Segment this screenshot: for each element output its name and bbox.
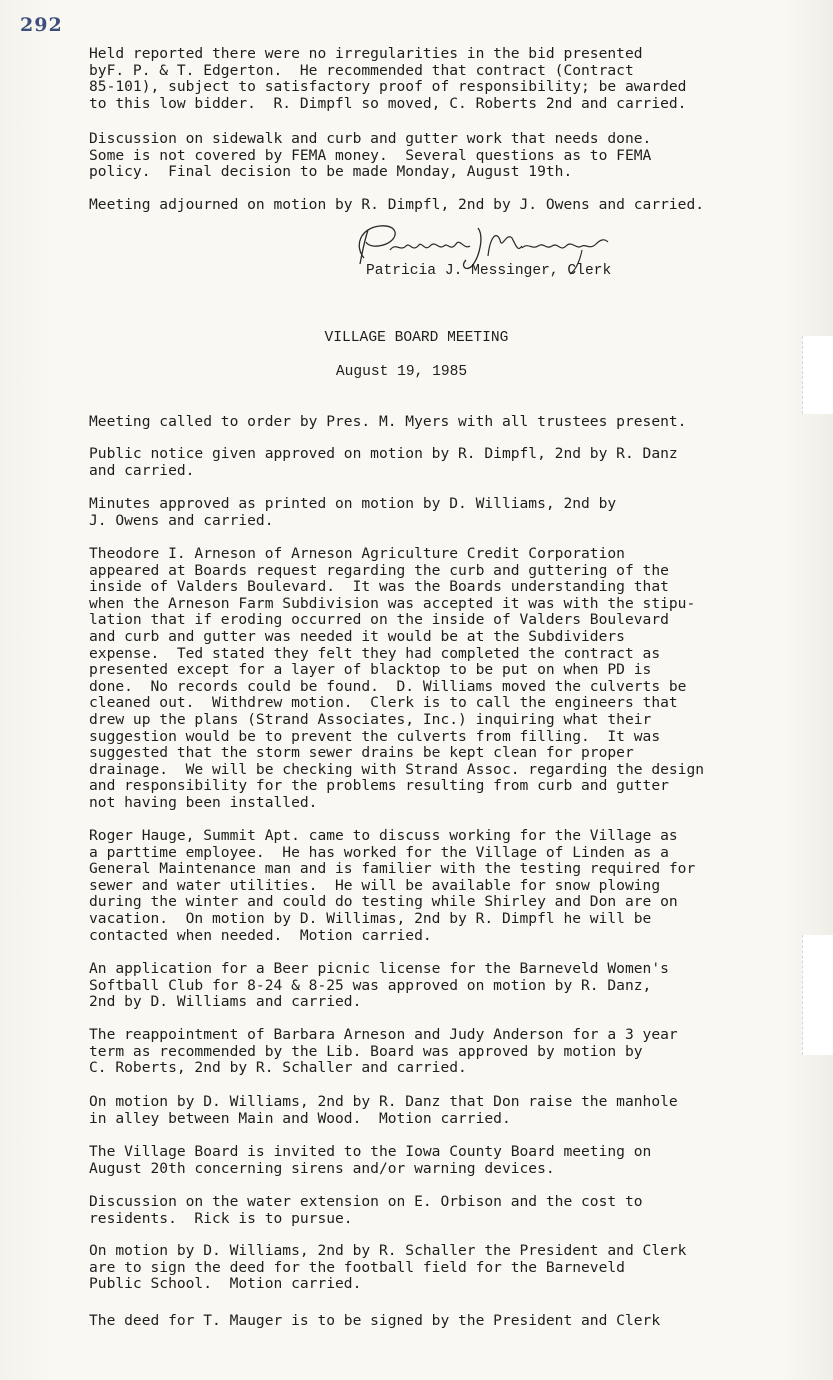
- adjourned-paragraph: Meeting adjourned on motion by R. Dimpfl, 2nd by J. Owens and carried.: [89, 196, 705, 213]
- public-notice-paragraph: Public notice given approved on motion by R. Dimpfl, 2nd by R. Danz and carried.: [89, 445, 678, 479]
- sidewalk-paragraph: Discussion on sidewalk and curb and gutter work that needs done. Some is not covered by FEMA money. Several questions as to FEMA policy. Final decision to be made Monday, August 19th.: [89, 130, 652, 181]
- manhole-paragraph: On motion by D. Williams, 2nd by R. Danz that Don raise the manhole in alley between Main and Wood. Motion carried.: [89, 1093, 678, 1127]
- water-extension-paragraph: Discussion on the water extension on E. Orbison and the cost to residents. Rick is to pursue.: [89, 1193, 643, 1227]
- meeting-date: August 19, 1985: [335, 364, 468, 380]
- library-board-paragraph: The reappointment of Barbara Arneson and Judy Anderson for a 3 year term as recommended by the Lib. Board was approved by motion by C. Roberts, 2nd by R. Schaller and carried.: [89, 1026, 678, 1077]
- bid-paragraph: Held reported there were no irregularities in the bid presented byF. P. & T. Edgerton. He recommended that contract (Contract 85-101), subject to satisfactory proof of responsibility; be awarded to this low bidder. R. Dimpfl so moved, C. Roberts 2nd and carried.: [89, 45, 687, 112]
- beer-license-paragraph: An application for a Beer picnic license for the Barneveld Women's Softball Club for 8-24 & 8-25 was approved on motion by R. Danz, 2nd by D. Williams and carried.: [89, 960, 669, 1011]
- mauger-deed-paragraph: The deed for T. Mauger is to be signed by the President and Clerk: [89, 1312, 661, 1329]
- binder-tab: [802, 336, 833, 414]
- binder-tab: [802, 935, 833, 1055]
- minutes-paragraph: Minutes approved as printed on motion by D. Williams, 2nd by J. Owens and carried.: [89, 495, 617, 529]
- clerk-signature-name: Patricia J. Messinger, Clerk: [366, 263, 612, 279]
- meeting-title: VILLAGE BOARD MEETING: [324, 330, 509, 346]
- sirens-paragraph: The Village Board is invited to the Iowa County Board meeting on August 20th concerning sirens and/or warning devices.: [89, 1143, 652, 1177]
- call-to-order-paragraph: Meeting called to order by Pres. M. Myers with all trustees present.: [89, 413, 687, 430]
- hauge-paragraph: Roger Hauge, Summit Apt. came to discuss working for the Village as a parttime employee. He has worked for the Village of Linden as a General Maintenance man and is familier with the testing required for sewer and water utilities. He will be available for snow plowing during the winter and could do testing while Shirley and Don are on vacation. On motion by D. Willimas, 2nd by R. Dimpfl he will be contacted when needed. Motion carried.: [89, 827, 696, 944]
- football-field-paragraph: On motion by D. Williams, 2nd by R. Schaller the President and Clerk are to sign the deed for the football field for the Barneveld Public School. Motion carried.: [89, 1242, 687, 1293]
- arneson-paragraph: Theodore I. Arneson of Arneson Agriculture Credit Corporation appeared at Boards request regarding the curb and guttering of the inside of Valders Boulevard. It was the Boards understanding that when the Arneson Farm Subdivision was accepted it was with the stipu- lation that if eroding occurred on the inside of Valders Boulevard and curb and gutter was needed it would be at the Subdividers expense. Ted stated they felt they had completed the contract as presented except for a layer of blacktop to be put on when PD is done. No records could be found. D. Williams moved the culverts be cleaned out. Withdrew motion. Clerk is to call the engineers that drew up the plans (Strand Associates, Inc.) inquiring what their suggestion would be to prevent the culverts from filling. It was suggested that the storm sewer drains be kept clean for proper drainage. We will be checking with Strand Assoc. regarding the design and responsibility for the problems resulting from curb and gutter not having been installed.: [89, 545, 705, 811]
- page-number: 292: [20, 14, 63, 36]
